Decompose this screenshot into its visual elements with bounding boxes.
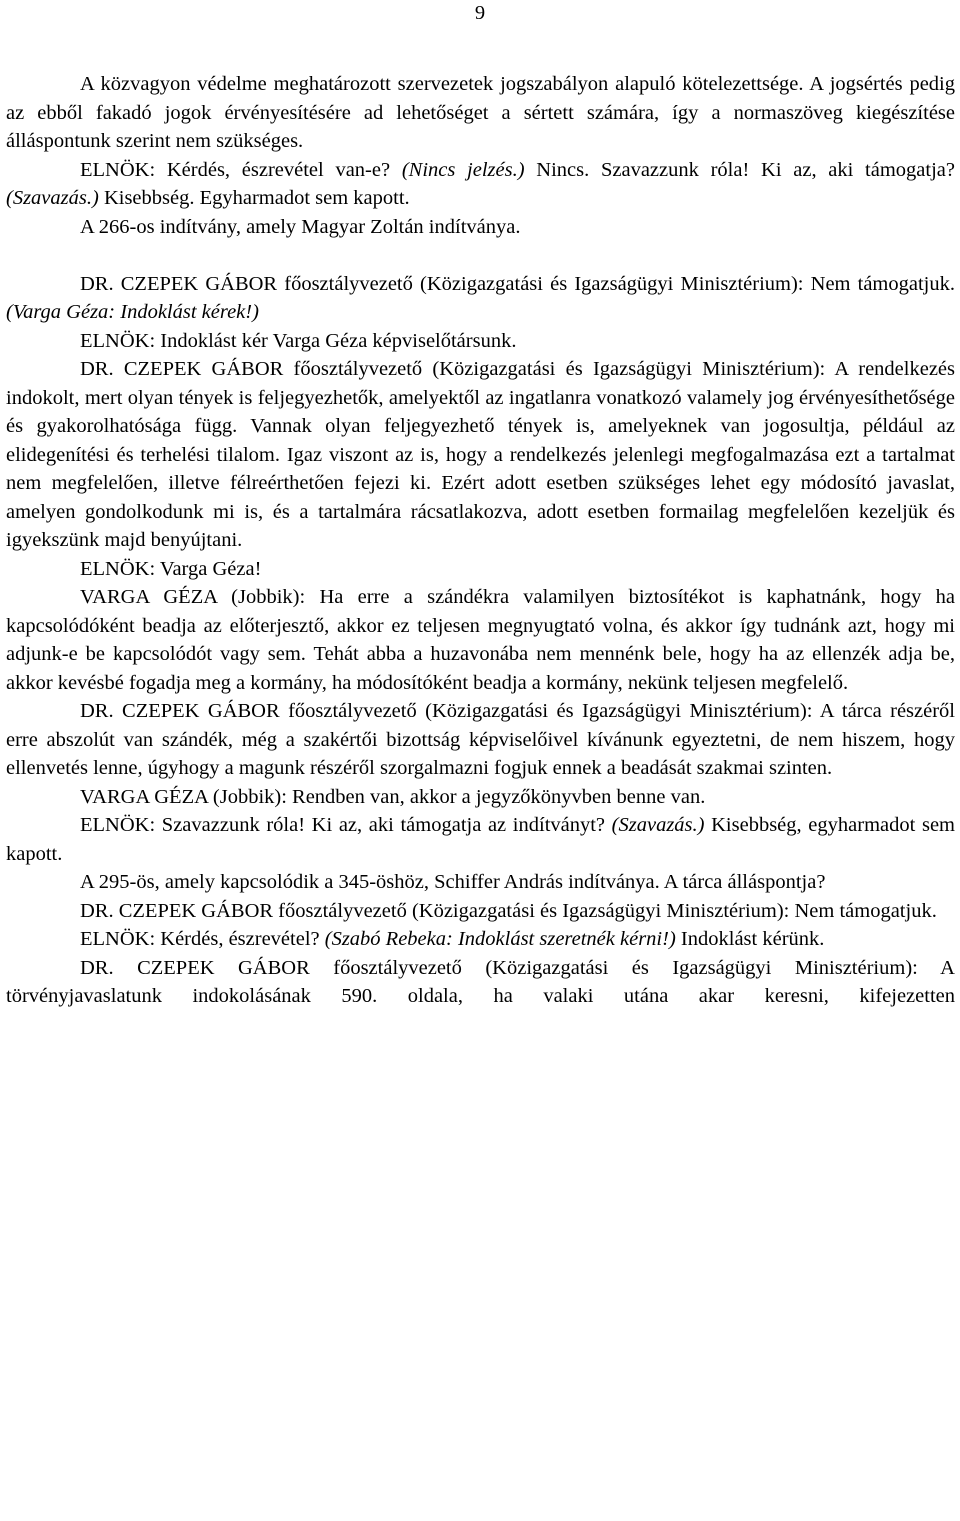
paragraph-czepek-reasoning: DR. CZEPEK GÁBOR főosztályvezető (Közigazgatási és Igazságügyi Minisztérium): A rendelkezés indokolt, mert olyan tények is feljegyezhetők, amelyektől az ingatlanra vonatkozó valamely jog érvényesíthetősége és gyakorolhatósága függ. Vannak olyan feljegyezhető tények is, amelyeknek van jogosultja, például az elidegenítési és terhelési tilalom. Igaz viszont az is, hogy a rendelkezés jelenlegi megfogalmazása ezt a tartalmat nem megfelelően, illetve félreérthetően fejezi ki. Ezért adott esetben szükséges lehet egy módosító javaslat, amelyen gondolkodunk mi is, és a tartalmára rácsatlakozva, adott esetben formailag megfelelően kezeljük és igyekszünk majd benyújtani.	[6, 358, 955, 551]
paragraph-varga-minutes: VARGA GÉZA (Jobbik): Rendben van, akkor a jegyzőkönyvben benne van.	[80, 785, 706, 808]
paragraph-motion-266: A 266-os indítvány, amely Magyar Zoltán indítványa.	[80, 215, 521, 238]
stage-note: (Varga Géza: Indoklást kérek!)	[6, 301, 259, 323]
document-body	[6, 70, 955, 1011]
paragraph-czepek-page-590: DR. CZEPEK GÁBOR főosztályvezető (Közigazgatási és Igazságügyi Minisztérium): A törvényjavaslatunk indokolásának 590. oldala, ha valaki utána akar keresni, kifejezetten	[6, 956, 955, 1007]
paragraph-public-property: A közvagyon védelme meghatározott szervezetek jogszabályon alapuló kötelezettsége. A jogsértés pedig az ebből fakadó jogok érvényesítésére ad lehetőséget a sértett számára, így a normaszöveg kiegészítése álláspontunk szerint nem szükséges.	[6, 73, 955, 152]
paragraph-chair-requests-reason: ELNÖK: Indoklást kér Varga Géza képviselőtársunk.	[80, 329, 517, 352]
stage-note: (Szavazás.)	[611, 814, 705, 836]
stage-note: (Szabó Rebeka: Indoklást szeretnék kérni!)	[324, 928, 676, 950]
paragraph-chair-vote-295	[6, 811, 955, 868]
paragraph-varga-guarantee: VARGA GÉZA (Jobbik): Ha erre a szándékra valamilyen biztosítékot is kaphatnánk, hogy ha kapcsolódóként beadja az előterjesztő, akkor ez teljesen megnyugtató volna, és akkor így tudnánk azt, hogy mi adjunk-e be kapcsolódót vagy sem. Tehát abba a huzavonába nem mennénk bele, hogy ha az ellenzék adja be, akkor kevésbé fogadja meg a kormány, ha módosítóként beadja a kormány, nekünk teljesen megfelelő.	[6, 586, 955, 694]
stage-note: (Szavazás.)	[6, 187, 99, 209]
paragraph-chair-vote-266	[6, 156, 955, 213]
text-run: DR. CZEPEK GÁBOR főosztályvezető (Közigazgatási és Igazságügyi Minisztérium): Nem támogatjuk.	[80, 272, 955, 295]
text-run: ELNÖK: Kérdés, észrevétel van-e?	[80, 158, 402, 181]
text-run: Kisebbség, egyharmadot sem kapott.	[6, 814, 955, 865]
text-run: Kisebbség. Egyharmadot sem kapott.	[98, 187, 410, 209]
stage-note: (Nincs jelzés.)	[401, 158, 525, 181]
text-run: Nincs. Szavazzunk róla! Ki az, aki támogatja?	[524, 158, 955, 181]
paragraph-czepek-not-supported-2: DR. CZEPEK GÁBOR főosztályvezető (Közigazgatási és Igazságügyi Minisztérium): Nem támogatjuk.	[80, 899, 937, 922]
paragraph-czepek-intent: DR. CZEPEK GÁBOR főosztályvezető (Közigazgatási és Igazságügyi Minisztérium): A tárca részéről erre abszolút van szándék, még a szakértői bizottság képviselőivel kívánunk egyeztetni, de nem hiszem, hogy ellenvetés lenne, úgyhogy a magunk részéről szorgalmazni fogjuk ennek a beadását szakmai szinten.	[6, 700, 955, 779]
text-run: ELNÖK: Kérdés, észrevétel?	[80, 928, 325, 950]
paragraph-chair-question	[6, 925, 955, 954]
paragraph-motion-295: A 295-ös, amely kapcsolódik a 345-öshöz, Schiffer András indítványa. A tárca álláspontja?	[80, 871, 826, 893]
page-number: 9	[474, 2, 486, 24]
text-run: ELNÖK: Szavazzunk róla! Ki az, aki támogatja az indítványt?	[80, 814, 612, 836]
paragraph-chair-varga: ELNÖK: Varga Géza!	[80, 557, 262, 580]
text-run: Indoklást kérünk.	[675, 928, 825, 950]
paragraph-czepek-not-supported	[6, 270, 955, 327]
